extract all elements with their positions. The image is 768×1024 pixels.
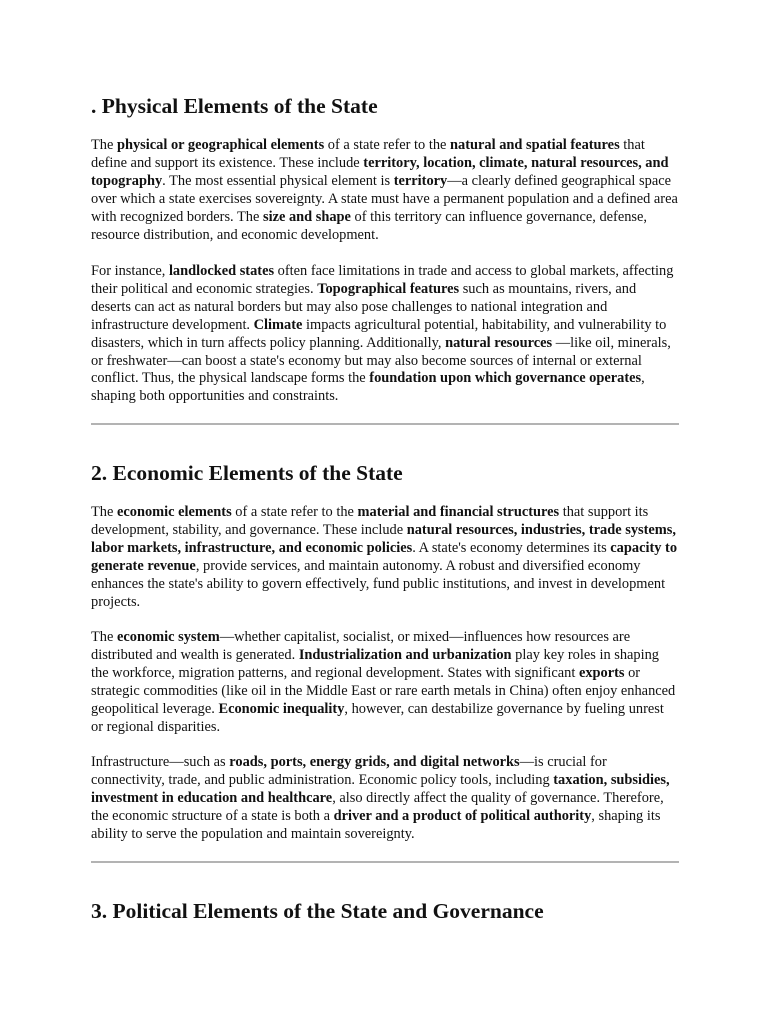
text-run: , shaping both opportunities and constraints. [91,370,645,405]
text-run: —a clearly defined geographical space over which a state exercises sovereignty. A state must have a permanent population and a defined area with recognized borders. The [91,172,678,225]
text-run: or strategic commodities (like oil in the Middle East or rare earth metals in China) often enjoy enhanced geopolitical leverage. [91,664,676,717]
bold-phrase: roads, ports, energy grids, and digital networks [229,754,520,770]
section-divider [91,861,679,863]
text-run: For instance, [91,263,169,279]
text-run: often face limitations in trade and access to global markets, affecting their political and economic strategies. [91,263,674,297]
text-run: The [91,137,117,153]
paragraph-physical-2 [91,263,679,406]
text-run: . The most essential physical element is [162,172,394,189]
text-run: impacts agricultural potential, habitability, and vulnerability to disasters, which in turn affects policy planning. Additionally, [91,316,667,351]
text-run: , shaping its ability to serve the population and maintain sovereignty. [91,807,661,842]
bold-phrase: Topographical features [317,280,460,297]
bold-phrase: natural resources [445,334,553,351]
bold-phrase: foundation upon which governance operates [369,370,642,387]
bold-phrase: Climate [253,316,303,333]
bold-phrase: exports [578,664,625,681]
section-heading-economic: 2. Economic Elements of the State [91,461,403,485]
bold-phrase: material and financial structures [357,504,560,520]
text-run: —whether capitalist, socialist, or mixed—influences how resources are distributed and wealth is generated. [91,629,631,663]
paragraph-physical-1 [91,137,679,244]
bold-phrase: taxation, subsidies, investment in education and healthcare [91,771,670,806]
text-run: The [91,629,117,645]
text-run: play key roles in shaping the workforce, migration patterns, and regional development. States with significant [91,646,660,681]
bold-phrase: economic elements [116,504,232,520]
bold-phrase: natural resources, industries, trade systems, labor markets, infrastructure, and economic policies [91,521,676,556]
paragraph-economic-2 [91,629,679,736]
paragraph-economic-3 [91,754,679,844]
text-run: —is crucial for connectivity, trade, and public administration. Economic policy tools, including [91,754,607,788]
text-run: of this territory can influence governance, defense, resource distribution, and economic development. [91,208,648,243]
text-run: , however, can destabilize governance by fueling unrest or regional disparities. [91,700,664,735]
text-run: , provide services, and maintain autonomy. A robust and diversified economy enhances the state's ability to govern effectively, fund public institutions, and invest in development projects. [91,557,666,610]
bold-phrase: landlocked states [168,263,275,279]
bold-phrase: economic system [116,629,220,645]
bold-phrase: driver and a product of political authority [333,807,592,824]
text-run: The [91,504,117,520]
bold-phrase: Industrialization and urbanization [298,646,512,663]
bold-phrase: territory [393,172,448,189]
section-heading-political: 3. Political Elements of the State and Governance [91,899,544,923]
text-run: that define and support its existence. These include [91,137,645,171]
text-run: —like oil, minerals, or freshwater—can boost a state's economy but may also become sources of internal or external conflict. Thus, the physical landscape forms the [91,334,671,387]
bold-phrase: Economic inequality [218,700,345,717]
section-heading-physical: . Physical Elements of the State [91,94,378,118]
bold-phrase: physical or geographical elements [116,137,325,153]
text-run: such as mountains, rivers, and deserts can act as natural borders but may also pose challenges to national integration and infrastructure development. [91,280,637,333]
bold-phrase: capacity to generate revenue [91,539,678,574]
bold-phrase: territory, location, climate, natural resources, and topography [91,154,669,189]
text-run: of a state refer to the [324,137,451,153]
text-run: Infrastructure—such as [91,754,230,770]
text-run: , also directly affect the quality of governance. Therefore, the economic structure of a state is both a [91,789,664,824]
text-run: of a state refer to the [231,504,358,520]
paragraph-economic-1 [91,504,679,611]
text-run: . A state's economy determines its [412,539,611,556]
section-divider [91,423,679,425]
text-run: that support its development, stability, and governance. These include [91,504,649,538]
bold-phrase: size and shape [262,208,351,225]
bold-phrase: natural and spatial features [450,137,620,153]
